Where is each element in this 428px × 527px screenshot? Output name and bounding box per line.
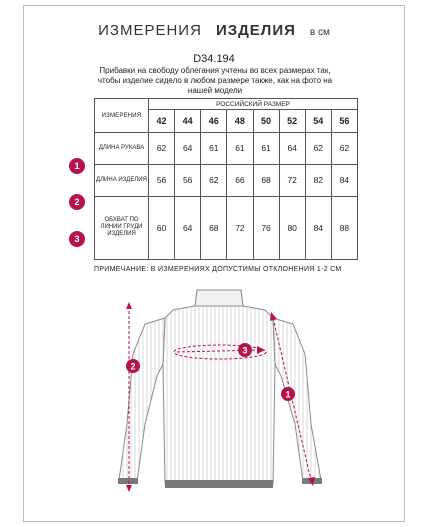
title-unit: в см xyxy=(309,27,330,38)
row-label-sleeve: ДЛИНА РУКАВА xyxy=(95,133,149,165)
table-row xyxy=(95,164,358,196)
table-cell: 62 xyxy=(331,133,357,165)
table-row xyxy=(95,133,358,165)
sweater-hem xyxy=(165,480,273,488)
table-cell: 88 xyxy=(331,196,357,260)
size-header-cell: 52 xyxy=(279,110,305,133)
sweater-body xyxy=(163,290,275,484)
intro-text: Прибавки на свободу облегания учтены во всех размерах так, чтобы изделие сидело в любом размере также, как на фото на нашей модели xyxy=(97,66,333,95)
table-corner-label: ИЗМЕРЕНИЯ xyxy=(95,99,149,133)
row-label-length: ДЛИНА ИЗДЕЛИЯ xyxy=(95,164,149,196)
sweater-left-cuff xyxy=(118,478,138,484)
table-cell: 62 xyxy=(149,133,175,165)
length-arrow-head-bottom xyxy=(126,485,132,492)
table-cell: 61 xyxy=(227,133,253,165)
size-header-cell: 48 xyxy=(227,110,253,133)
diagram-marker-2: 2 xyxy=(130,361,136,372)
sweater-left-sleeve xyxy=(119,318,165,482)
size-header-cell: 50 xyxy=(253,110,279,133)
table-cell: 60 xyxy=(149,196,175,260)
tolerance-note: ПРИМЕЧАНИЕ: В ИЗМЕРЕНИЯХ ДОПУСТИМЫ ОТКЛОНЕНИЯ 1-2 СМ xyxy=(94,266,342,273)
size-header-cell: 42 xyxy=(149,110,175,133)
table-cell: 72 xyxy=(227,196,253,260)
row-marker-2: 2 xyxy=(69,194,85,210)
table-cell: 64 xyxy=(175,133,201,165)
table-cell: 61 xyxy=(201,133,227,165)
table-cell: 61 xyxy=(253,133,279,165)
table-cell: 68 xyxy=(253,164,279,196)
table-cell: 84 xyxy=(331,164,357,196)
row-label-chest: ОБХВАТ ПО ЛИНИИ ГРУДИ ИЗДЕЛИЯ xyxy=(95,196,149,260)
table-cell: 64 xyxy=(175,196,201,260)
page-title xyxy=(23,22,405,39)
model-code: D34.194 xyxy=(193,53,235,65)
title-bold: ИЗДЕЛИЯ xyxy=(215,22,296,39)
table-row xyxy=(95,196,358,260)
length-arrow-head-top xyxy=(126,302,132,309)
row-marker-3: 3 xyxy=(69,231,85,247)
diagram-marker-3: 3 xyxy=(242,345,248,356)
sweater-diagram xyxy=(105,284,335,498)
size-header-cell: 54 xyxy=(305,110,331,133)
table-cell: 56 xyxy=(149,164,175,196)
size-group-header: РОССИЙСКИЙ РАЗМЕР xyxy=(149,99,358,110)
table-cell: 64 xyxy=(279,133,305,165)
table-cell: 80 xyxy=(279,196,305,260)
table-cell: 72 xyxy=(279,164,305,196)
table-cell: 66 xyxy=(227,164,253,196)
size-header-cell: 46 xyxy=(201,110,227,133)
table-cell: 56 xyxy=(175,164,201,196)
row-marker-1: 1 xyxy=(69,158,85,174)
size-header-cell: 56 xyxy=(331,110,357,133)
table-cell: 62 xyxy=(201,164,227,196)
size-header-cell: 44 xyxy=(175,110,201,133)
sweater-collar xyxy=(195,290,243,306)
diagram-marker-1: 1 xyxy=(285,389,291,400)
table-cell: 82 xyxy=(305,164,331,196)
table-cell: 76 xyxy=(253,196,279,260)
table-cell: 68 xyxy=(201,196,227,260)
sweater-right-sleeve xyxy=(273,318,321,482)
size-table xyxy=(94,98,358,260)
table-cell: 62 xyxy=(305,133,331,165)
table-cell: 84 xyxy=(305,196,331,260)
title-light: ИЗМЕРЕНИЯ xyxy=(98,22,202,39)
